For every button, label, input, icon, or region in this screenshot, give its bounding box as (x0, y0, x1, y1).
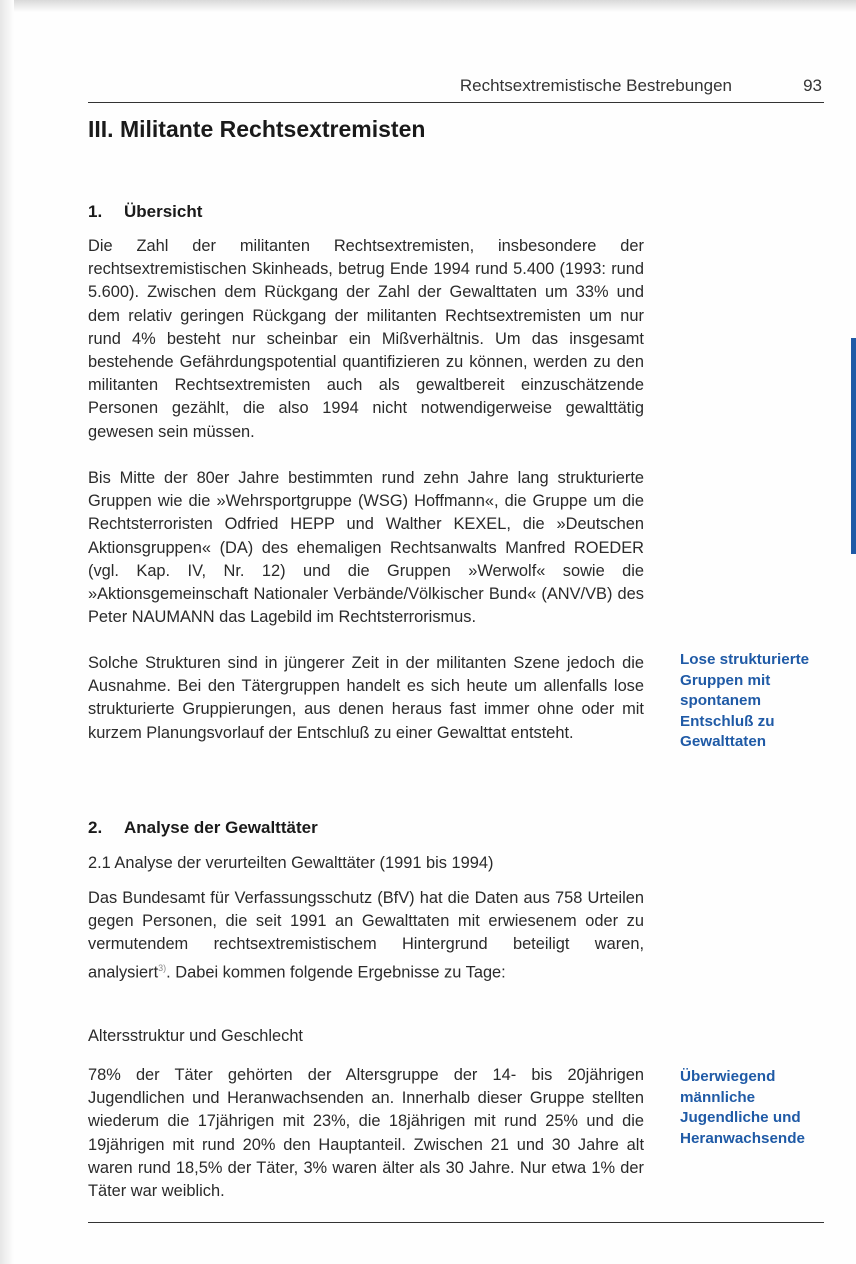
section-2-title: Analyse der Gewalttäter (124, 818, 318, 837)
section-1-heading (88, 202, 202, 222)
running-header (88, 74, 824, 103)
section-1-number: 1. (88, 202, 103, 221)
section-2-paragraph-1 (88, 887, 644, 984)
chapter-title: III. Militante Rechtsextremisten (88, 116, 426, 142)
chapter-thumb-marker (851, 338, 856, 554)
section-1-paragraph-2: Bis Mitte der 80er Jahre bestimmten rund zehn Jahre lang strukturierte Gruppen wie die »Wehrsportgruppe (WSG) Hoffmann«, die Gruppe um die Rechtsterroristen Odfried HEPP und Walther KEXEL, die »Deutschen Aktionsgruppen« (DA) des ehemaligen Rechtsanwalts Manfred ROEDER (vgl. Kap. IV, Nr. 12) und die Gruppen »Werwolf« sowie die »Aktionsgemeinschaft Nationaler Verbände/Völkischer Bund« (ANV/VB) des Peter NAUMANN das Lagebild im Rechtsterrorismus. (88, 469, 644, 627)
margin-note-2: Überwiegend männliche Jugendliche und Heranwachsende (680, 1068, 805, 1147)
section-2-heading (88, 818, 318, 838)
page-left-shadow (0, 0, 14, 1264)
section-1-paragraph-3: Solche Strukturen sind in jüngerer Zeit in der militanten Szene jedoch die Ausnahme. Bei den Tätergruppen handelt es sich heute um allenfalls lose strukturierte Gruppierungen, aus denen heraus fast immer ohne oder mit kurzem Planungsvorlauf der Entschluß zu einer Gewalttat entsteht. (88, 654, 644, 742)
footer-rule (88, 1222, 824, 1223)
section-2-paragraph-1-text: Das Bundesamt für Verfassungsschutz (BfV) hat die Daten aus 758 Urteilen gegen Personen, die seit 1991 an Gewalttaten mit erwiesenem oder zu vermutendem rechtsextremistischem Hintergrund beteiligt waren, analysiert (88, 889, 644, 982)
subsection-2-1-heading: 2.1 Analyse der verurteilten Gewalttäter (1991 bis 1994) (88, 854, 494, 872)
section-2-paragraph-1-end: . Dabei kommen folgende Ergebnisse zu Tage: (166, 963, 506, 982)
page-number: 93 (803, 76, 822, 95)
running-header-title: Rechtsextremistische Bestrebungen (459, 76, 732, 95)
section-1-title: Übersicht (124, 202, 203, 221)
footnote-reference: 3) (158, 962, 167, 973)
age-gender-subheading: Altersstruktur und Geschlecht (88, 1027, 303, 1045)
section-1-paragraph-1: Die Zahl der militanten Rechtsextremisten, insbesondere der rechtsextremistischen Skinheads, betrug Ende 1994 rund 5.400 (1993: rund 5.600). Zwischen dem Rückgang der Zahl der Gewalttaten um 33% und dem relativ geringen Rückgang der militanten Rechtsextremisten um nur rund 4% besteht nur scheinbar ein Mißverhältnis. Um das insgesamt bestehende Gefährdungspotential quantifizieren zu können, werden zu den militanten Rechtsextremisten auch als gewaltbereit einzuschätzende Personen gezählt, die also 1994 nicht notwendigerweise gewalttätig gewesen sein müssen. (88, 237, 644, 441)
margin-note-1: Lose strukturierte Gruppen mit spontanem Entschluß zu Gewalttaten (680, 651, 810, 750)
page-top-shadow (0, 0, 856, 12)
section-2-paragraph-2: 78% der Täter gehörten der Altersgruppe der 14- bis 20jährigen Jugendlichen und Heranwachsenden an. Innerhalb dieser Gruppe stellten wiederum die 17jährigen mit 23%, die 18jährigen mit rund 25% und die 19jährigen mit rund 20% den Hauptanteil. Zwischen 21 und 30 Jahre alt waren rund 18,5% der Täter, 3% waren älter als 30 Jahre. Nur etwa 1% der Täter war weiblich. (88, 1066, 644, 1201)
section-2-number: 2. (88, 818, 103, 837)
